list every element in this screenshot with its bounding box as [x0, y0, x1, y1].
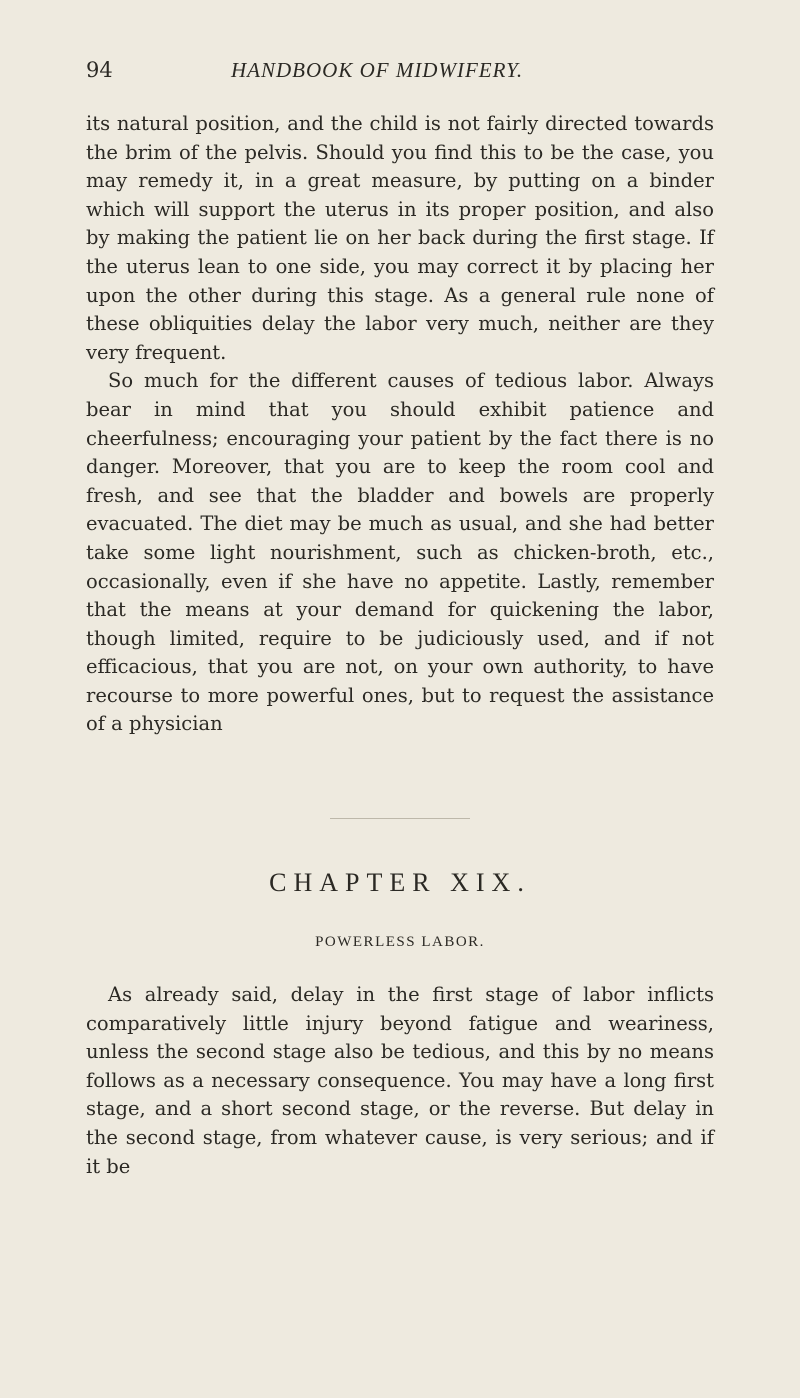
section-divider	[330, 818, 470, 819]
bottom-text-block	[86, 981, 714, 1181]
chapter-subtitle: POWERLESS LABOR.	[315, 934, 485, 950]
running-title: HANDBOOK OF MIDWIFERY.	[231, 58, 524, 82]
running-header	[86, 58, 716, 94]
chapter-heading: CHAPTER XIX.	[269, 868, 531, 897]
paragraph: So much for the different causes of tedious labor. Always bear in mind that you should exhibit patience and cheerfulness; encouraging your patient by the fact there is no danger. Moreover, that you are to keep the room cool and fresh, and see that the bladder and bowels are properly evacuated. The diet may be much as usual, and she had better take some light nourishment, such as chicken-broth, etc., occasionally, even if she have no appetite. Lastly, remember that the means at your demand for quickening the labor, though limited, require to be judiciously used, and if not efficacious, that you are not, on your own authority, to have recourse to more powerful ones, but to request the assistance of a physician	[86, 369, 714, 736]
paragraph: its natural position, and the child is not fairly directed towards the brim of the pelvis. Should you find this to be the case, you may remedy it, in a great measure, by putting on a binder which will support the uterus in its proper position, and also by making the patient lie on her back during the first stage. If the uterus lean to one side, you may correct it by placing her upon the other during this stage. As a general rule none of these obliquities delay the labor very much, neither are they very frequent.	[86, 112, 714, 364]
paragraph: As already said, delay in the first stage of labor inflicts comparatively little injury beyond fatigue and weariness, unless the second stage also be tedious, and this by no means follows as a necessary consequence. You may have a long first stage, and a short second stage, or the reverse. But delay in the second stage, from whatever cause, is very serious; and if it be	[86, 983, 714, 1178]
top-text-block	[86, 110, 714, 739]
page-number: 94	[86, 58, 113, 82]
